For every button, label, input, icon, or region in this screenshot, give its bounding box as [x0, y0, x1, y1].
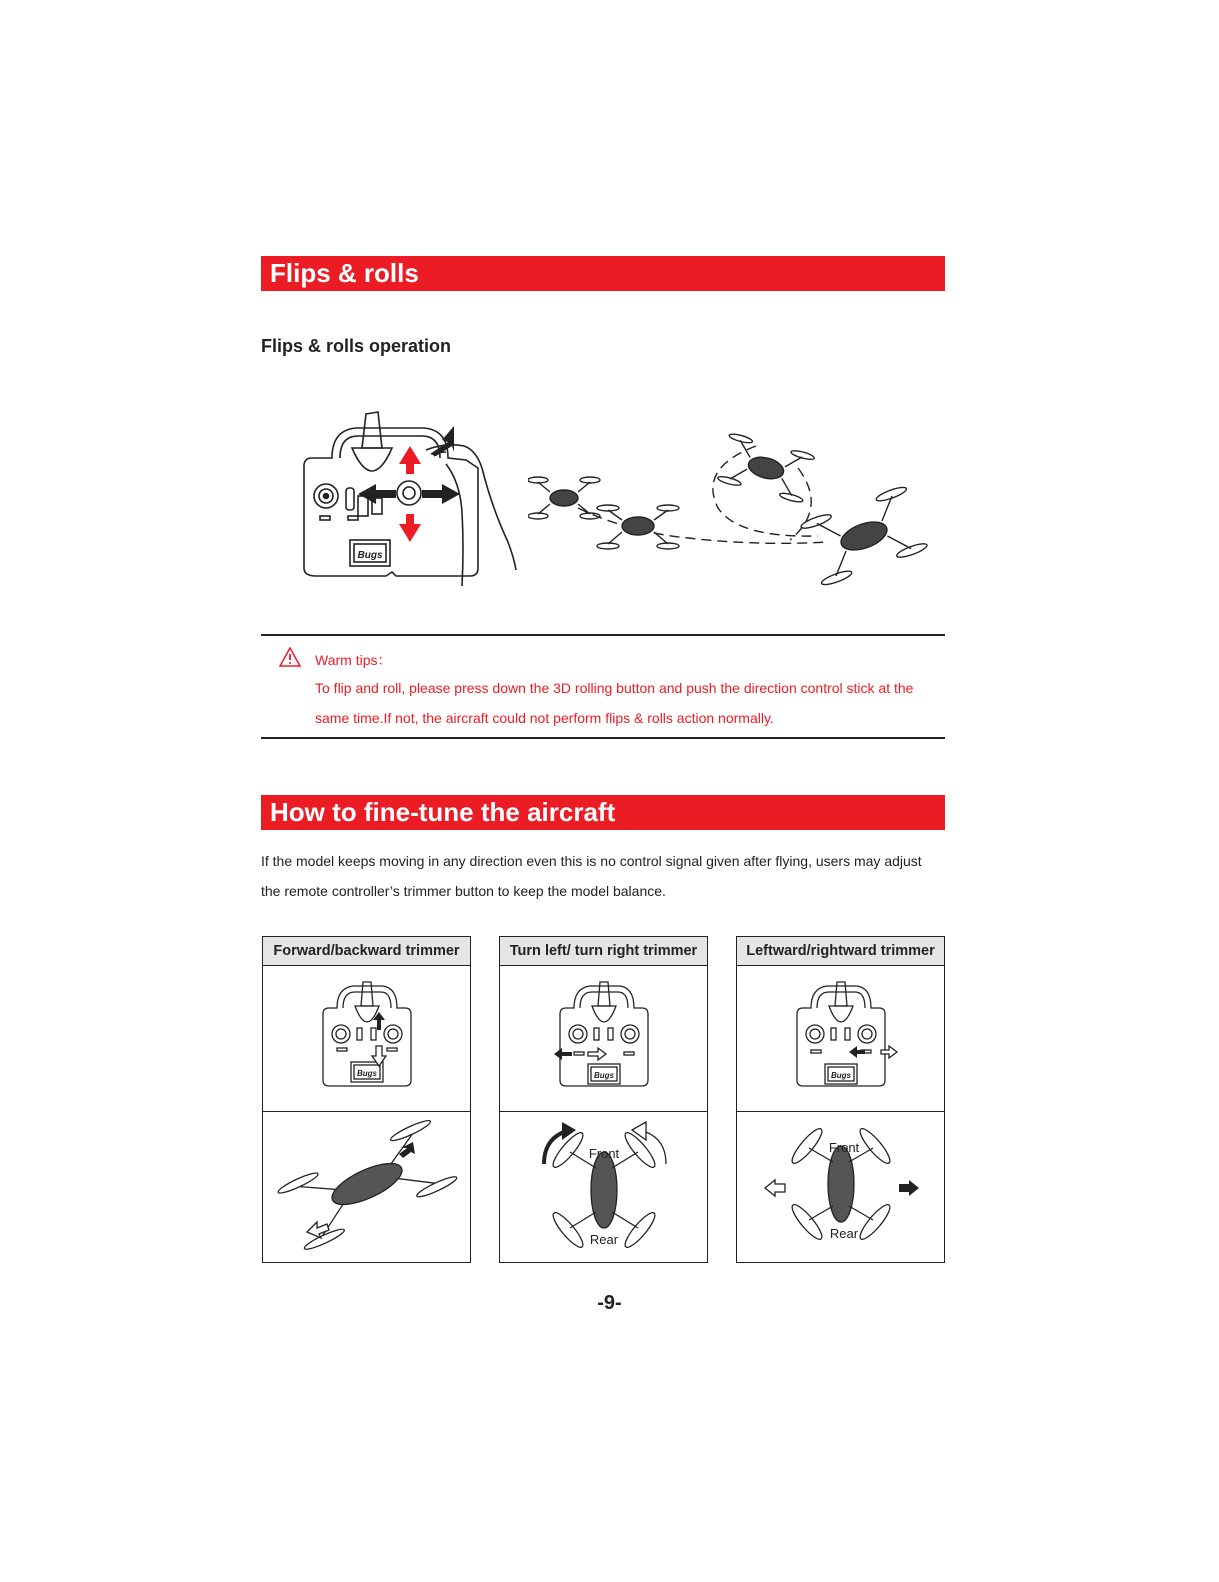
controller-flip-illustration: [296, 408, 526, 590]
controller-icon: [737, 966, 944, 1111]
rear-label: Rear: [829, 1226, 859, 1241]
controller-brand-label: Bugs: [357, 550, 383, 561]
warm-tips-label: Warm tips：: [315, 652, 392, 668]
trimmer-header: Turn left/ turn right trimmer: [500, 937, 707, 966]
page-number: -9-: [597, 1292, 622, 1314]
section-title-flips: Flips & rolls: [261, 256, 945, 291]
trimmer-turn-left-right: [499, 936, 708, 1263]
controller-brand-label: Bugs: [357, 1069, 377, 1078]
rear-label: Rear: [589, 1232, 619, 1247]
trimmer-drone-cell: [737, 1112, 944, 1262]
warning-icon: [279, 647, 301, 667]
trimmer-leftward-rightward: [736, 936, 945, 1263]
finetune-description: If the model keeps moving in any direction even this is no control signal given after flying, users may adjust the remote controller’s trimmer button to keep the model balance.: [261, 853, 922, 899]
drone-forward-illustration: [263, 1112, 470, 1262]
drone-turn-illustration: [500, 1112, 707, 1262]
controller-icon: [500, 966, 707, 1111]
trimmer-header: Forward/backward trimmer: [263, 937, 470, 966]
front-label: Front: [828, 1140, 860, 1155]
controller-icon: [263, 966, 470, 1111]
drone-lateral-illustration: [737, 1112, 944, 1262]
section-title-finetune: How to fine-tune the aircraft: [261, 795, 945, 830]
divider-top: [261, 634, 945, 636]
trimmer-drone-cell: [500, 1112, 707, 1262]
trimmer-forward-backward: [262, 936, 471, 1263]
trimmer-drone-cell: [263, 1112, 470, 1262]
controller-brand-label: Bugs: [831, 1071, 851, 1080]
drone-flip-illustration: [528, 428, 928, 592]
trimmer-controller-cell: [263, 966, 470, 1112]
front-label: Front: [588, 1146, 620, 1161]
trimmer-controller-cell: [737, 966, 944, 1112]
trimmer-header: Leftward/rightward trimmer: [737, 937, 944, 966]
divider-bottom: [261, 737, 945, 739]
controller-brand-label: Bugs: [594, 1071, 614, 1080]
subsection-title-flips-operation: Flips & rolls operation: [261, 336, 452, 356]
trimmer-controller-cell: [500, 966, 707, 1112]
warm-tips-text: To flip and roll, please press down the 3D rolling button and push the direction control stick at the same time.If not, the aircraft could not perform flips & rolls action normally.: [315, 680, 914, 726]
